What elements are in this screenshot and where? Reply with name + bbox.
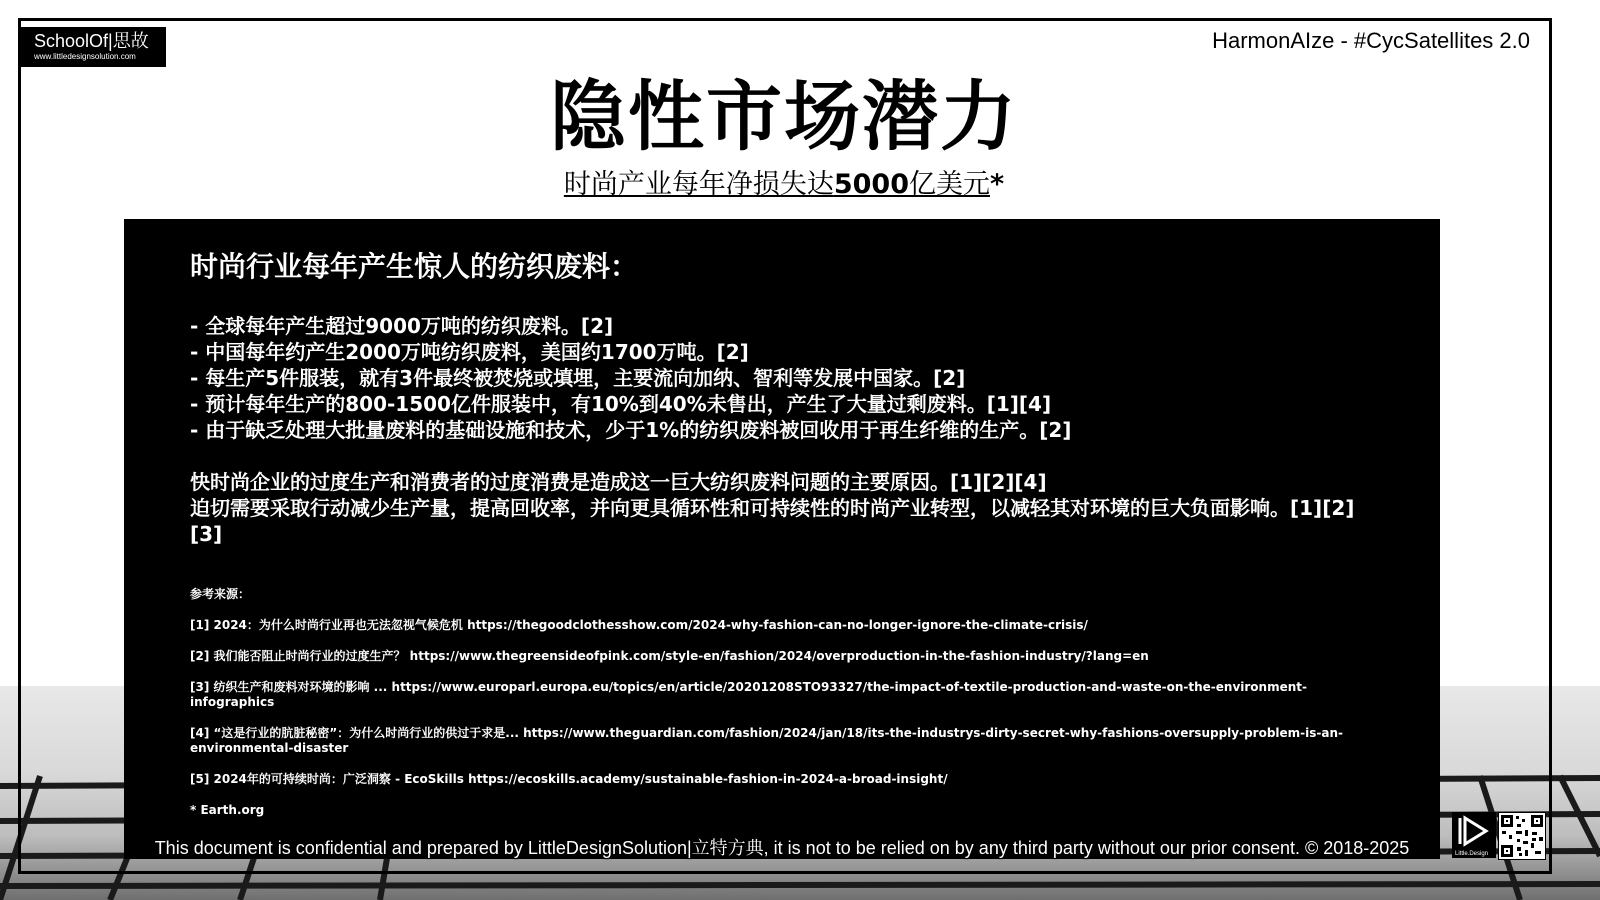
summary-paragraph bbox=[190, 469, 1374, 547]
confidentiality-footer: This document is confidential and prepared by LittleDesignSolution|立特方典, it is not to be relied on by any third party without our prior consent. © 2018-2025 bbox=[154, 838, 1410, 858]
reference-item: [1] 2024：为什么时尚行业再也无法忽视气候危机 https://thegoodclothesshow.com/2024-why-fashion-can-no-longer-ignore-the-climate-crisis/ bbox=[190, 618, 1088, 632]
brand-name: SchoolOf|思故 bbox=[34, 31, 149, 51]
content-panel bbox=[124, 219, 1440, 859]
footnote: * Earth.org bbox=[190, 803, 265, 817]
reference-item: [5] 2024年的可持续时尚：广泛洞察 - EcoSkills https://ecoskills.academy/sustainable-fashion-in-2024-a-broad-insight/ bbox=[190, 772, 948, 786]
little-design-logo bbox=[1452, 812, 1496, 858]
bullet-item: - 全球每年产生超过9000万吨的纺织废料。[2] bbox=[190, 314, 614, 338]
references bbox=[190, 587, 1374, 818]
bullet-item: - 预计每年生产的800-1500亿件服装中，有10%到40%未售出，产生了大量过剩废料。[1][4] bbox=[190, 392, 1052, 416]
logo-label: Little.Design bbox=[1455, 851, 1489, 857]
content-heading: 时尚行业每年产生惊人的纺织废料： bbox=[190, 250, 639, 283]
page-subtitle bbox=[0, 167, 1568, 203]
subtitle-amount: 5000 bbox=[833, 169, 910, 200]
brand-logo bbox=[18, 27, 166, 67]
subtitle-post: 亿美元 bbox=[909, 169, 991, 200]
bullet-list bbox=[190, 313, 1374, 443]
header-right-label: HarmonAIze - #CycSatellites 2.0 bbox=[1212, 28, 1530, 53]
bullet-item: - 每生产5件服装，就有3件最终被焚烧或填埋，主要流向加纳、智利等发展中国家。[2] bbox=[190, 366, 966, 390]
reference-item: [2] 我们能否阻止时尚行业的过度生产？ https://www.thegreensideofpink.com/style-en/fashion/2024/overproduction-in-the-fashion-industry/?lang=en bbox=[190, 649, 1149, 663]
play-triangle-icon bbox=[1452, 812, 1496, 850]
subtitle-pre: 时尚产业每年净损失达 bbox=[563, 169, 834, 200]
qr-code-icon bbox=[1498, 812, 1546, 860]
bullet-item: - 由于缺乏处理大批量废料的基础设施和技术，少于1%的纺织废料被回收用于再生纤维的生产。[2] bbox=[190, 418, 1072, 442]
summary-line-1: 快时尚企业的过度生产和消费者的过度消费是造成这一巨大纺织废料问题的主要原因。[1][2][4] bbox=[190, 470, 1047, 494]
reference-item: [4] “这是行业的肮脏秘密”：为什么时尚行业的供过于求是... https://www.theguardian.com/fashion/2024/jan/18/its-the-industrys-dirty-secret-why-fashions-oversupply-problem-is-an-environmental-disaster bbox=[190, 726, 1344, 755]
page-title: 隐性市场潜力 bbox=[550, 72, 1018, 161]
brand-url: www.littledesignsolution.com bbox=[34, 52, 136, 61]
subtitle-underlined bbox=[564, 169, 990, 200]
reference-item: [3] 纺织生产和废料对环境的影响 ... https://www.europarl.europa.eu/topics/en/article/20201208STO93327/the-impact-of-textile-production-and-waste-on-the-environment-infographics bbox=[190, 680, 1307, 709]
subtitle-mark: * bbox=[990, 169, 1005, 200]
references-label: 参考来源： bbox=[190, 587, 251, 601]
bullet-item: - 中国每年约产生2000万吨纺织废料，美国约1700万吨。[2] bbox=[190, 340, 749, 364]
summary-line-2: 迫切需要采取行动减少生产量，提高回收率，并向更具循环性和可持续性的时尚产业转型，以减轻其对环境的巨大负面影响。[1][2][3] bbox=[190, 496, 1355, 546]
